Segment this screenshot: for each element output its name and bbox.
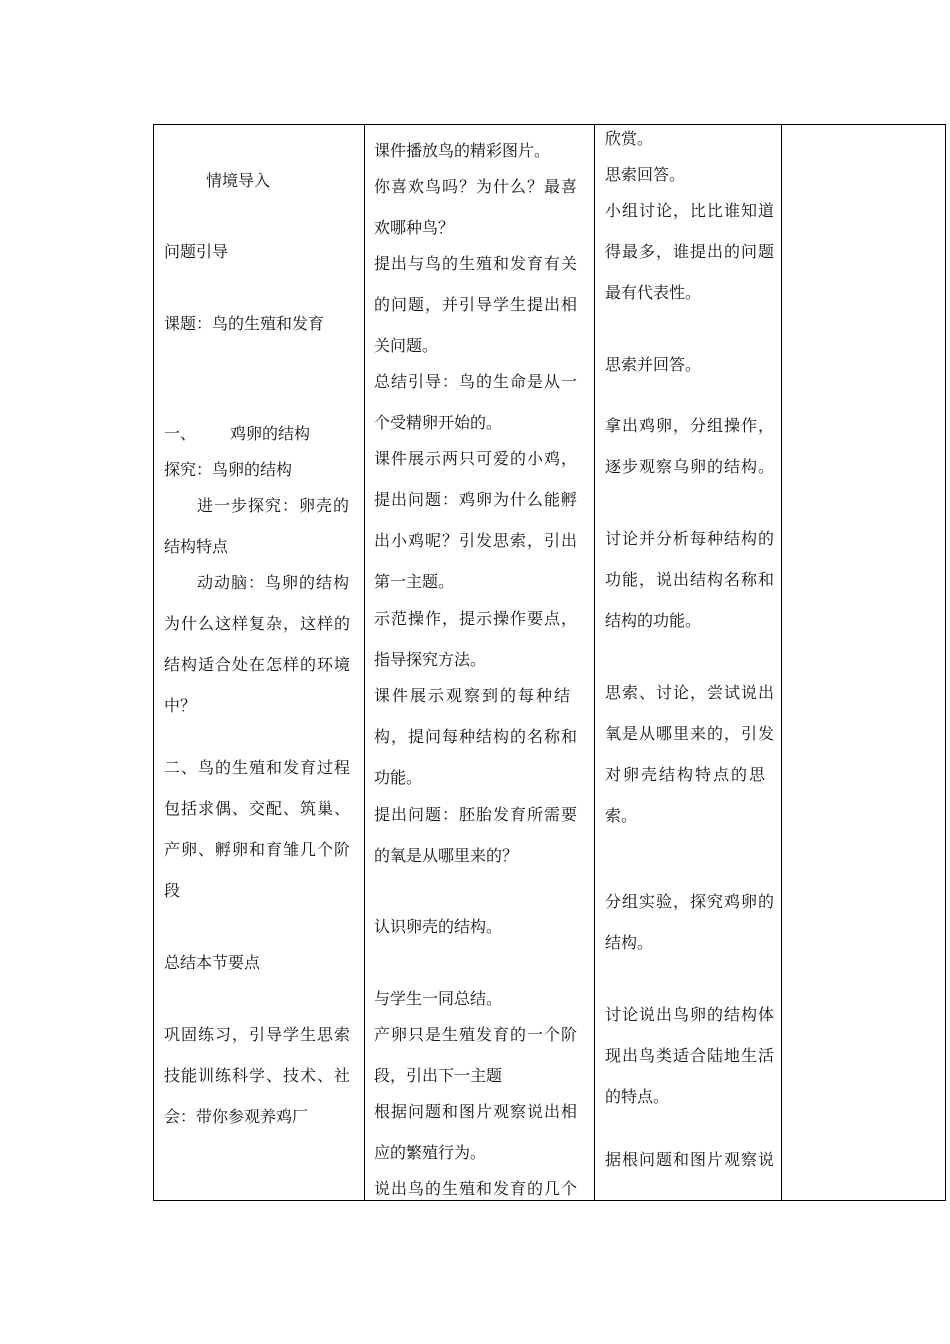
col3-line: 逐步观察乌卵的结构。	[605, 457, 776, 476]
col2-line: 产卵只是生殖发育的一个阶	[374, 1025, 579, 1044]
col3-line: 对卵壳结构特点的思	[605, 765, 768, 784]
col1-line: 为什么这样复杂，这样的	[164, 614, 352, 633]
col2-line: 的问题，并引导学生提出相	[374, 295, 579, 314]
column-divider	[364, 125, 365, 1200]
col1-line: 问题引导	[164, 242, 229, 261]
col2-line: 的氧是从哪里来的？	[374, 846, 519, 865]
col1-line: 产卵、孵卵和育雏几个阶	[164, 840, 352, 859]
col2-line: 提出与鸟的生殖和发育有关	[374, 254, 579, 273]
col2-line: 关问题。	[374, 336, 439, 355]
column-divider	[781, 125, 782, 1200]
col1-line: 动动脑：鸟卵的结构	[197, 573, 351, 592]
col1-line: 会：带你参观养鸡厂	[164, 1107, 309, 1126]
col1-line: 巩固练习，引导学生思索	[164, 1025, 352, 1044]
col3-line: 分组实验，探究鸡卵的	[605, 892, 776, 911]
col2-line: 说出鸟的生殖和发育的几个	[374, 1179, 579, 1198]
col1-line: 技能训练科学、技术、社	[164, 1066, 352, 1085]
col3-line: 现出鸟类适合陆地生活	[605, 1046, 776, 1065]
col3-line: 拿出鸡卵，分组操作，	[605, 416, 776, 435]
col2-line: 总结引导：鸟的生命是从一	[374, 372, 579, 391]
col2-line: 课件展示观察到的每种结	[374, 686, 573, 705]
col1-line: 段	[164, 881, 181, 900]
col1-line: 鸡卵的结构	[230, 424, 311, 443]
col3-line: 功能，说出结构名称和	[605, 570, 776, 589]
col2-line: 欢哪种鸟？	[374, 218, 455, 237]
lesson-plan-table	[153, 124, 946, 1201]
col3-line: 小组讨论，比比谁知道	[605, 201, 776, 220]
col3-line: 讨论并分析每种结构的	[605, 529, 776, 548]
col2-line: 课件展示两只可爱的小鸡，	[374, 449, 579, 468]
col3-line: 最有代表性。	[605, 283, 702, 302]
col1-line: 包括求偶、交配、筑巢、	[164, 799, 352, 818]
col3-line: 思索回答。	[605, 165, 686, 184]
col3-line: 欣赏。	[605, 129, 654, 148]
col1-line: 结构适合处在怎样的环境	[164, 655, 352, 674]
col2-line: 出小鸡呢？引发思索，引出	[374, 531, 579, 550]
col2-line: 第一主题。	[374, 572, 455, 591]
col1-line: 中？	[164, 696, 197, 715]
col1-line: 探究：鸟卵的结构	[164, 460, 293, 479]
col1-line: 情境导入	[206, 171, 271, 190]
col1-line: 一、	[164, 424, 197, 443]
col3-line: 结构的功能。	[605, 611, 702, 630]
col2-line: 应的繁殖行为。	[374, 1143, 487, 1162]
col2-line: 认识卵壳的结构。	[374, 917, 503, 936]
column-divider	[594, 125, 595, 1200]
col1-line: 二、鸟的生殖和发育过程	[164, 758, 352, 777]
col3-line: 的特点。	[605, 1087, 670, 1106]
col1-line: 进一步探究：卵壳的	[197, 496, 351, 515]
col2-line: 功能。	[374, 768, 423, 787]
col3-line: 结构。	[605, 933, 654, 952]
col1-line: 总结本节要点	[164, 953, 261, 972]
col2-line: 课件播放鸟的精彩图片。	[374, 141, 551, 160]
col2-line: 提出问题：鸡卵为什么能孵	[374, 490, 579, 509]
col3-line: 索。	[605, 806, 638, 825]
col3-line: 思索并回答。	[605, 355, 702, 374]
col1-line: 课题：鸟的生殖和发育	[164, 314, 325, 333]
col3-line: 思索、讨论，尝试说出	[605, 683, 776, 702]
col2-line: 段，引出下一主题	[374, 1066, 503, 1085]
col2-line: 根据问题和图片观察说出相	[374, 1102, 579, 1121]
col2-line: 示范操作，提示操作要点，	[374, 609, 579, 628]
col2-line: 构，提问每种结构的名称和	[374, 727, 579, 746]
col3-line: 氧是从哪里来的，引发	[605, 724, 776, 743]
col3-line: 据根问题和图片观察说	[605, 1150, 776, 1169]
col2-line: 你喜欢鸟吗？为什么？最喜	[374, 177, 579, 196]
col3-line: 得最多，谁提出的问题	[605, 242, 776, 261]
col2-line: 与学生一同总结。	[374, 989, 503, 1008]
col2-line: 提出问题：胚胎发育所需要	[374, 805, 579, 824]
col2-line: 个受精卵开始的。	[374, 413, 503, 432]
col1-line: 结构特点	[164, 537, 229, 556]
col3-line: 讨论说出鸟卵的结构体	[605, 1005, 776, 1024]
col2-line: 指导探究方法。	[374, 650, 487, 669]
